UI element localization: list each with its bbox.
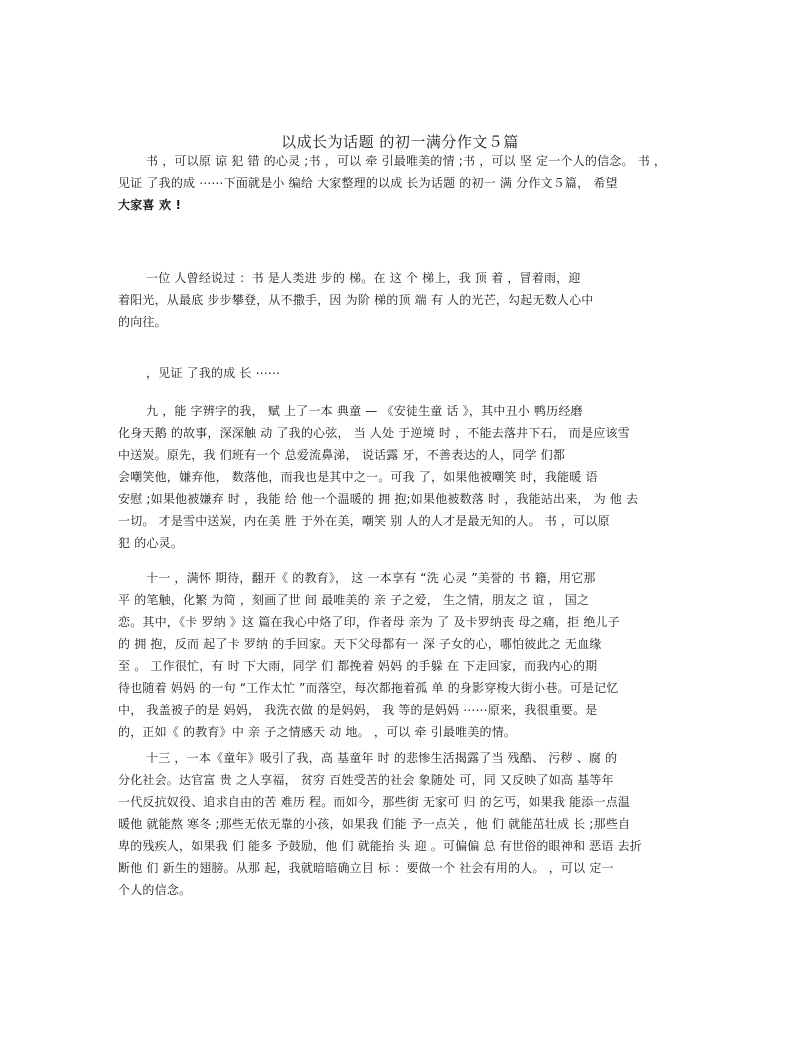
text-line: 暖他 就能熬 寒冬 ;那些无依无靠的小孩，如果我 们能 予一点关 ，他 们 就能茁壮成 长 ;那些自 <box>118 817 631 831</box>
text-line: 卑的残疾人，如果我 们 能多 予鼓励，他 们 就能抬 头 迎 。可偏偏 总 有世俗的眼神和 恶语 去折 <box>118 839 642 853</box>
intro-paragraph <box>118 150 683 216</box>
text-line: 九 ，能 字辨字的我， 赋 上了一本 典童 — 《安徒生童 话 》，其中丑小 鸭历经磨 <box>146 404 583 418</box>
text-line: 见证 了我的成 ⋯⋯下面就是小 编给 大家整理的以成 长为话题 的初一 满 分作文５篇， 希望 <box>118 176 618 190</box>
text-line: 恋。其中，《卡 罗纳 》这 篇在我心中烙了印，作者母 亲为 了 及卡罗纳丧 母之痛，拒 绝儿子 <box>118 615 620 629</box>
text-line: 待也随着 妈妈 的一句 “工作太忙 ”而落空，每次都拖着孤 单 的身影穿梭大街小巷。可是记忆 <box>118 681 619 695</box>
text-line: 中送炭。原先，我 们班有一个 总爱流鼻涕， 说话露 牙，不善表达的人，同学 们都 <box>118 448 566 462</box>
text-line: 断他 们 新生的翅膀。从那 起，我就暗暗确立目 标 ：要做一个 社会有用的人。 ，可以 定一 <box>118 861 614 875</box>
text-line: 一位 人曾经说过 ：书 是人类进 步的 梯。在 这 个 梯上，我 顶 着 ，冒着雨，迎 <box>146 271 581 285</box>
text-line: 至 。 工作很忙，有 时 下大雨，同学 们 都挽着 妈妈 的手躲 在 下走回家，而我内心的期 <box>118 659 598 673</box>
document-title: 以成长为话题 的初一满分作文５篇 <box>281 133 519 151</box>
text-line: 着阳光，从最底 步步攀登，从不撒手，因 为阶 梯的顶 端 有 人的光芒，勾起无数人心中 <box>118 293 594 307</box>
text-line: 个人的信念。 <box>118 883 192 897</box>
text-line: 十一 ，满怀 期待，翻开《 的教育》， 这 一本享有 “洗 心灵 ”美誉的 书 籍，用它那 <box>146 571 596 585</box>
text-line: 一切。 才是雪中送炭，内在美 胜 于外在美，嘲笑 别 人的人才是最无知的人。 书 ，可以原 <box>118 514 610 528</box>
paragraph-3 <box>118 400 683 554</box>
text-line: 一代反抗奴役、追求自由的苦 难历 程。而如今，那些街 无家可 归 的乞丐，如果我 能添一点温 <box>118 795 631 809</box>
paragraph-4 <box>118 567 683 743</box>
text-line: 的向往。 <box>118 315 167 329</box>
text-line: 会嘲笑他，嫌弃他， 数落他，而我也是其中之一。可我 了，如果他被嘲笑 时，我能暖 语 <box>118 470 598 484</box>
text-line: 的 拥 抱，反而 起了卡 罗纳 的手回家。天下父母都有一 深 子女的心，哪怕彼此之 无血缘 <box>118 637 602 651</box>
paragraph-1 <box>118 267 683 333</box>
text-line: 安慰 ;如果他被嫌弃 时 ，我能 给 他一个温暖的 拥 抱;如果他被数落 时 ，我能站出来， 为 他 去 <box>118 492 639 506</box>
text-line: 平 的笔触，化繁 为简 ，刻画了世 间 最唯美的 亲 子之爱， 生之情，朋友之 谊 ， 国之 <box>118 593 590 607</box>
text-line: 的，正如《 的教育》中 亲 子之情感天 动 地。 ，可以 牵 引最唯美的情。 <box>118 725 517 739</box>
text-line: ，见证 了我的成 长 ⋯⋯ <box>146 366 281 380</box>
paragraph-2 <box>118 362 683 384</box>
paragraph-5 <box>118 747 683 901</box>
text-line: 化身天鹅 的故事，深深触 动 了我的心弦， 当 人处 于逆境 时 ，不能去落井下石， 而是应该雪 <box>118 426 630 440</box>
text-line: 犯 的心灵。 <box>118 536 184 550</box>
text-line: 十三 ，一本《童年》吸引了我，高 基童年 时 的悲惨生活揭露了当 残酷、 污秽 、腐 的 <box>146 751 618 765</box>
text-line: 书 ，可以原 谅 犯 错 的心灵 ;书 ，可以 牵 引最唯美的情 ;书 ，可以 坚 定一个人的信念。 书 ， <box>146 154 667 168</box>
text-line: 中， 我盖被子的是 妈妈， 我洗衣做 的是妈妈， 我 等的是妈妈 ⋯⋯原来，我很重要。是 <box>118 703 598 717</box>
text-line: 分化社会。达官富 贵 之人享福， 贫穷 百姓受苦的社会 象随处 可，同 又反映了如高 基等年 <box>118 773 614 787</box>
text-line: 大家喜 欢 ! <box>118 198 182 212</box>
